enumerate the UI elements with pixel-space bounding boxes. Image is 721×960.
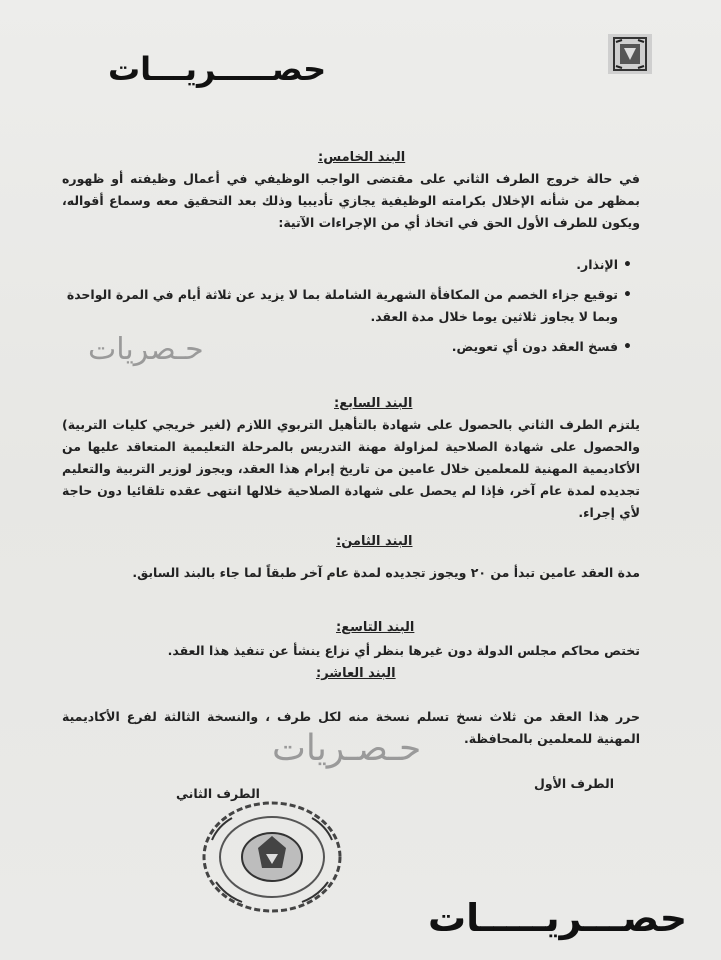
clause5-text: في حالة خروج الطرف الثاني على مقتضى الواجب الوظيفي في أعمال وظيفته أو ظهوره بمظهر من شأنه الإخلال بكرامته الوظيفية يجازي تأديبيا وذلك بعد التحقيق معه وسماع أقواله، ويكون للطرف الأول الحق في اتخاذ أي من الإجراءات الآتية: [62, 171, 640, 230]
list-item: • توقيع جزاء الخصم من المكافأة الشهرية الشاملة بما لا يزيد عن ثلاثة أيام في المرة الواحدة وبما لا يجاوز ثلاثين يوما خلال مدة العقد. [62, 284, 632, 328]
clause8-text: مدة العقد عامين تبدأ من ٢٠ ويجوز تجديده لمدة عام آخر طبقاً لما جاء بالبند السابق. [132, 565, 640, 580]
watermark-bottom: حصـــريـــــات [428, 896, 688, 940]
watermark-top: حصـــــريـــات [108, 50, 327, 88]
clause8-heading: البند الثامن: [336, 534, 413, 549]
seal-stamp-icon [198, 796, 346, 918]
clause10-heading: البند العاشر: [316, 666, 396, 681]
watermark-middle-one: حـصريات [88, 332, 204, 367]
list-item: • فسخ العقد دون أي تعويض. [62, 336, 632, 358]
first-party-label: الطرف الأول [534, 776, 615, 791]
clause7-heading: البند السابع: [334, 396, 413, 411]
clause7-text: يلتزم الطرف الثاني بالحصول على شهادة بالتأهيل التربوي اللازم (لغير خريجي كليات التربية) والحصول على شهادة الصلاحية لمزاولة مهنة التدريس بالمرحلة التعليمية المتعاقد عليها من الأكاديمية المهنية للمعلمين خلال عامين من تاريخ إبرام هذا العقد، ويجوز لوزير التربية والتعليم تجديده لمدة عام آخر، فإذا لم يحصل على شهادة الصلاحية خلالها انتهى عقده تلقائيا دون حاجة لأي إجراء. [62, 417, 640, 520]
second-party-label: الطرف الثاني [176, 786, 260, 801]
emblem-icon [604, 30, 656, 78]
clause9-text: تختص محاكم مجلس الدولة دون غيرها بنظر أي نزاع ينشأ عن تنفيذ هذا العقد. [167, 643, 640, 658]
list-item: • الإنذار. [62, 254, 632, 276]
watermark-middle-two: حـصـريات [272, 728, 422, 769]
clause5-heading: البند الخامس: [318, 150, 406, 165]
clause9-heading: البند التاسع: [336, 620, 415, 635]
clause10-text: حرر هذا العقد من ثلاث نسخ تسلم نسخة منه لكل طرف ، والنسخة الثالثة لفرع الأكاديمية المهنية للمعلمين بالمحافظة. [62, 709, 640, 746]
